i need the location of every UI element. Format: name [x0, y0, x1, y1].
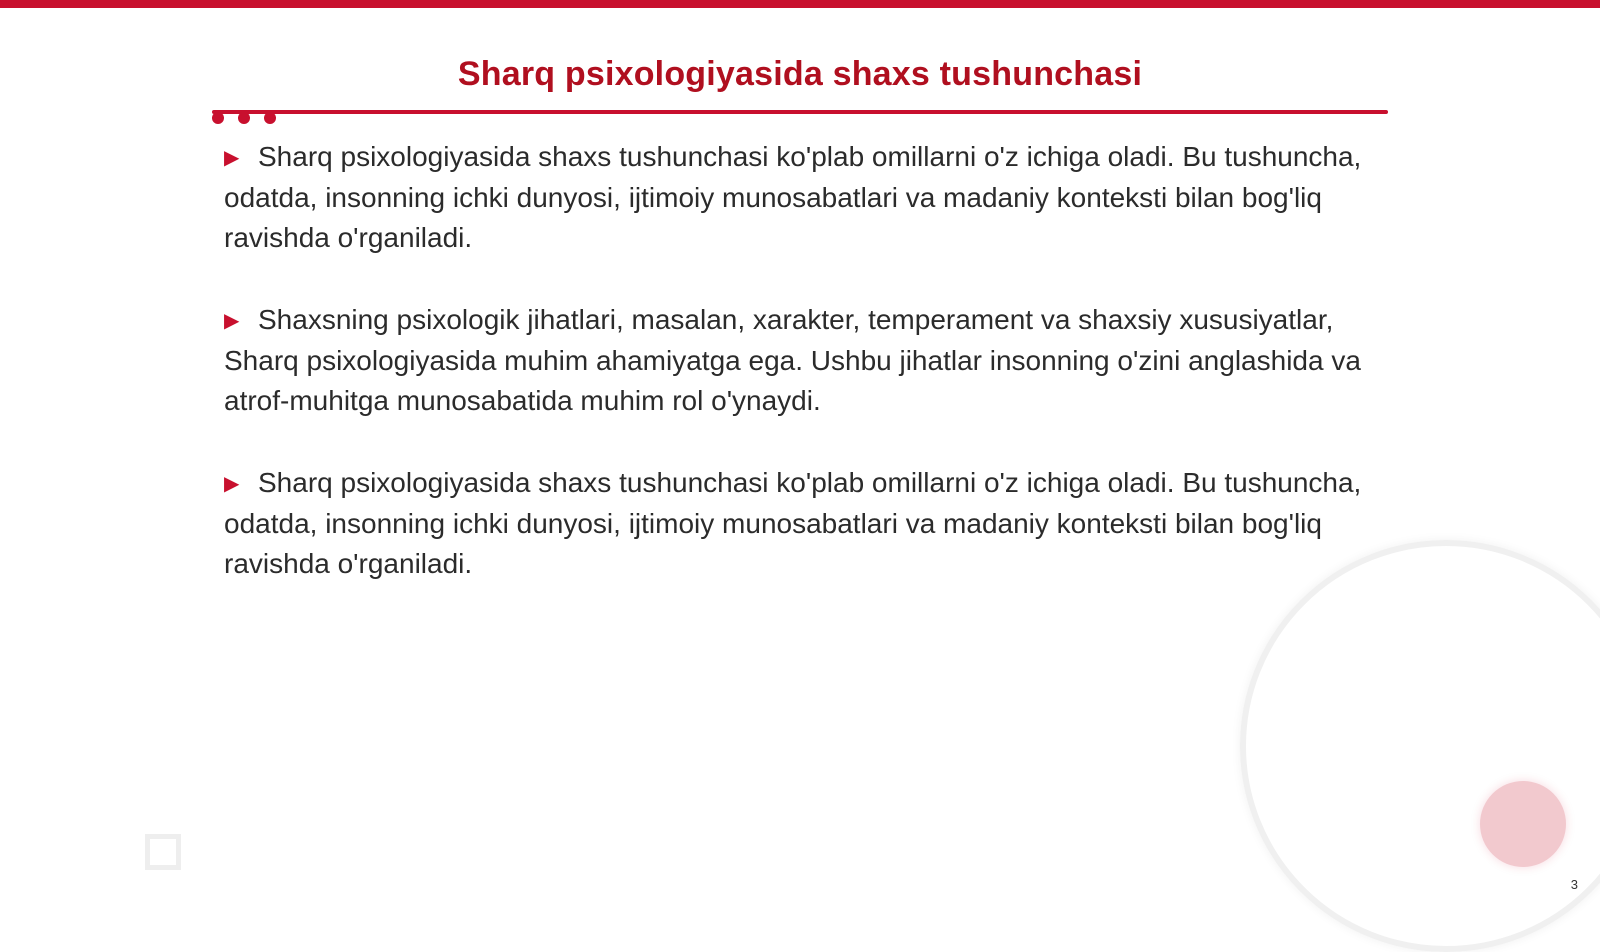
title-underline [212, 110, 1388, 114]
triangle-right-icon: ▶ [224, 310, 240, 332]
decorative-pink-circle [1480, 781, 1566, 867]
bullet-text: Shaxsning psixologik jihatlari, masalan, xarakter, temperament va shaxsiy xususiyatlar, Sharq psixologiyasida muhim ahamiyatga ega. Ushbu jihatlar insonning o'zini anglashida va atrof-muhitga munosabatida muhim rol o'ynaydi. [224, 304, 1361, 416]
top-accent-bar [0, 0, 1600, 8]
decorative-square [145, 834, 181, 870]
underline-dot [238, 112, 250, 124]
bullet-text: Sharq psixologiyasida shaxs tushunchasi ko'plab omillarni o'z ichiga oladi. Bu tushuncha, odatda, insonning ichki dunyosi, ijtimoiy munosabatlari va madaniy konteksti bilan bog'liq ravishda o'rganiladi. [224, 141, 1362, 253]
bullet-list [224, 137, 1364, 626]
triangle-right-icon: ▶ [224, 473, 240, 495]
triangle-right-icon: ▶ [224, 147, 240, 169]
bullet-item [224, 300, 1364, 421]
underline-dot [264, 112, 276, 124]
bullet-text: Sharq psixologiyasida shaxs tushunchasi ko'plab omillarni o'z ichiga oladi. Bu tushuncha, odatda, insonning ichki dunyosi, ijtimoiy munosabatlari va madaniy konteksti bilan bog'liq ravishda o'rganiladi. [224, 467, 1362, 579]
underline-dot [212, 112, 224, 124]
slide-title: Sharq psixologiyasida shaxs tushunchasi [457, 55, 1143, 93]
bullet-item [224, 463, 1364, 584]
page-number: 3 [1570, 877, 1578, 892]
bullet-item [224, 137, 1364, 258]
